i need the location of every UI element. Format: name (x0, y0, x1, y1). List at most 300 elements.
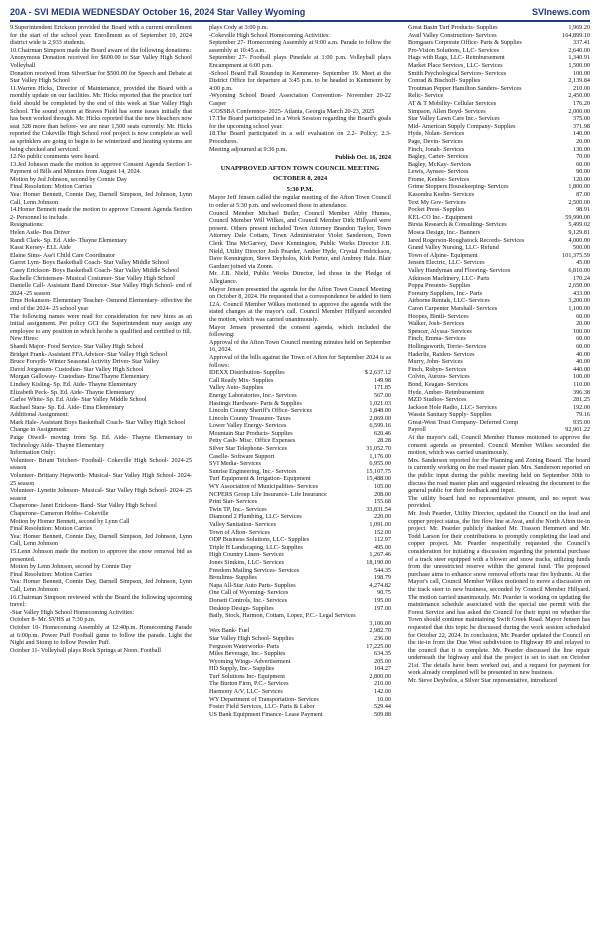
bill-payee: Simpson, Allen Boyd- Services (408, 107, 486, 115)
bill-payee: Sunrise Engineering, Inc.- Services (209, 467, 297, 475)
bill-payee: Print Star- Services (209, 498, 257, 506)
bill-amount: 20.00 (576, 320, 590, 328)
bill-amount: 620.46 (373, 429, 391, 437)
bill-payee: Great Basin Turf Products- Supplies (408, 24, 498, 31)
bill-payee: Market Place Services, LLC- Services (408, 61, 503, 69)
bill-payee: Jones Simkins, LLC- Services (209, 558, 284, 566)
bill-payee: Star Valley Lawn Care Inc.- Services (408, 115, 500, 123)
bill-payee: KEL-CO Inc.- Equipment (408, 213, 473, 221)
bill-payee: Town of Afton- Services (209, 528, 270, 536)
bill-payee: One Call of Wyoming- Services (209, 589, 289, 597)
bill-payee: Hastings Hardware- Parts & Supplies (209, 399, 302, 407)
bill-row (408, 404, 590, 412)
paragraph: October 8- Mr. SVHS at 7:30 p.m. (10, 616, 96, 624)
bill-amount: 140.00 (572, 130, 590, 138)
paragraph: 15.Lenn Johnson made the motion to approve the snow removal bid as presented. (10, 547, 192, 563)
bill-row (408, 85, 590, 93)
bill-amount: 31,052.70 (366, 445, 391, 453)
bill-payee: WY Department of Transportation- Services (209, 695, 319, 703)
bill-payee: SVI Media- Services (209, 460, 261, 468)
paragraph: Mayor Jensen presented the consent agenda, which included the following: (209, 323, 391, 339)
bill-row (209, 445, 391, 453)
paragraph: Motion by Lenn Johnson, second by Connie Day (10, 563, 132, 571)
bill-payee: Forestry Suppliers, Inc.- Parts (408, 289, 483, 297)
bill-row (408, 290, 590, 298)
bill-amount: 105.00 (373, 483, 391, 491)
column-1 (10, 24, 192, 924)
paragraph: New Hires: (10, 335, 39, 343)
bill-row (408, 297, 590, 305)
bill-row (408, 351, 590, 359)
bill-amount: 236.00 (373, 634, 391, 642)
bill-row (408, 100, 590, 108)
bill-row (408, 146, 590, 154)
paragraph: Mrs. Sanderson reported for the Planning and Zoning Board. The board is currently working on the road master plan. Mrs. Sanderson reported on the public input during the public meeting held on September 30th to discuss the road master plan and suggested releasing the document to the general public for their feedback and input. (408, 456, 590, 495)
bill-payee: Pocket Press- Supplies (408, 206, 465, 214)
bill-amount: 529.44 (373, 703, 391, 711)
bill-amount: 17,225.00 (366, 642, 391, 650)
bill-payee: Relic- Service (408, 92, 444, 100)
bill-amount: 5,499.02 (568, 221, 590, 229)
bill-row (209, 536, 391, 544)
meeting-date: OCTOBER 8, 2024 (272, 175, 328, 183)
column-2 (209, 24, 391, 924)
bill-payee: Lincoln County Sheriff's Office- Services (209, 407, 312, 415)
bill-payee: Foster Field Services, LLC- Parts & Labor (209, 703, 315, 711)
bill-payee: Spencer, Alyssa- Services (408, 327, 472, 335)
bill-row (209, 521, 391, 529)
paragraph: Final Resolution: Motion Carries (10, 183, 92, 191)
bill-row (408, 252, 590, 260)
bill-payee: Wyoming Wings- Advertisement (209, 657, 291, 665)
bill-amount: 100.00 (572, 327, 590, 335)
bill-amount: 40.00 (576, 358, 590, 366)
paragraph: Motion by Jed Johnson, second by Connie Day (10, 175, 127, 183)
bill-amount: 205.00 (373, 657, 391, 665)
bill-payee: Mosca Design, Inc.- Banners (408, 229, 480, 237)
bill-payee: WY Association of Municipalities- Services (209, 483, 319, 491)
paragraph: Lindsey Kisling- Sp. Ed. Aide- Thayne Elementary (10, 380, 137, 388)
paragraph: Drue Hokanson- Elementary Teacher- Osmond Elementary- effective the end of the 2024- 25 school year (10, 297, 192, 312)
bill-amount: 337.41 (572, 39, 590, 47)
bill-row (408, 176, 590, 184)
paragraph: Council Member Michael Butler, Council Member Abby Humes, Council Member Will Wilkes, and Council Member Dirk Hillyard were present. Others present included Town Attorney Brandon Taylor, Town Attorney Dale Cottam, Town Administrator Violet Sanderson, Town Clerk Tina McGarvey, Dave Kennington, Public Works Director J.B. Nield, Utility Director Josh Pearder, Amber Hyde, Crystal Fredrickson, Dave Kennington, Steve Deyholos, Kirk Porter, and Ambrey Hale. Blair Gardner joined via Zoom. (209, 209, 391, 270)
bill-payee: Hyde, Nolan- Services (408, 130, 465, 138)
paragraph: Meeting adjourned at 9:36 p.m. (209, 145, 288, 153)
bill-amount: 197.00 (373, 604, 391, 612)
bill-payee: Finch, Jonah- Services (408, 145, 465, 153)
bill-row (408, 47, 590, 55)
bill-payee: Hyde, Amber- Reimbursement (408, 388, 484, 396)
paragraph: Chaperone- Janet Erickson- Band- Star Valley High School (10, 502, 157, 510)
bill-payee: Triple H Landscaping, LLC- Supplies (209, 543, 303, 551)
bill-payee: Finch, Emma- Services (408, 335, 466, 343)
bill-row (209, 559, 391, 567)
bill-amount: 2,000.00 (568, 107, 590, 115)
paragraph: Morgan Galloway- Custodian- Etna/Thayne Elementary (10, 373, 150, 381)
paragraph: 14.Homer Bennett made the motion to approve Consent Agenda Section 2- Personnel to include. (10, 206, 192, 221)
bill-row (209, 430, 391, 438)
bill-row (408, 373, 590, 381)
bill-payee: Silver Star Telephone- Services (209, 445, 287, 453)
bill-payee: Bagley, Carter- Services (408, 153, 469, 161)
bill-payee: Lincoln County Treasurer- Taxes (209, 414, 291, 422)
bill-payee: Grime Stoppers Housekeeping- Services (408, 183, 509, 191)
bill-amount: 149.98 (373, 376, 391, 384)
bill-payee: Twin TP, Inc.- Services (209, 505, 267, 513)
meeting-time: 5:30 P.M. (286, 185, 314, 193)
bill-amount: 28.28 (377, 437, 391, 445)
bill-row (408, 153, 590, 161)
bill-row (408, 313, 590, 321)
bill-payee: Page, Devin- Services (408, 137, 463, 145)
bill-amount: 1,021.03 (369, 399, 391, 407)
paragraph: Mayor Jeff Jensen called the regular meeting of the Afton Town Council to order at 5:30 p.m. and welcomed those in attendance. (209, 194, 391, 210)
bill-row (209, 665, 391, 673)
bill-amount: 171.85 (373, 384, 391, 392)
bill-row (209, 415, 391, 423)
bill-amount: 60.00 (576, 342, 590, 350)
paragraph: Donation received from SilverStar for $500.00 for Speech and Debate at Star Valley High School (10, 69, 192, 85)
paragraph: -Wyoming School Board Association Convention- November 20-22 Casper (209, 92, 391, 107)
bill-payee: Hags with Rags, LLC- Reimbursement (408, 54, 505, 62)
bill-amount: 164,899.10 (562, 31, 590, 39)
bill-payee: Avail Valley Construction- Services (408, 31, 497, 39)
bill-row (209, 567, 391, 575)
bill-row (209, 658, 391, 666)
bill-row (209, 506, 391, 514)
bill-row (408, 214, 590, 222)
bill-amount: 396.38 (572, 388, 590, 396)
bill-row (209, 498, 391, 506)
paragraph: 18.The Board participated in a self evaluation on 2.2- Policy; 2.3- Procedures. (209, 130, 391, 145)
bill-payee: Payroll (408, 426, 426, 434)
bill-amount: 120.00 (572, 175, 590, 183)
bill-payee: Dorsett Controls, Inc.- Services (209, 596, 288, 604)
paragraph: 12.No public comments were heard. (10, 153, 100, 161)
paragraph: Information Only: (10, 449, 56, 457)
bill-payee: Valley Handyman and Flooring- Services (408, 267, 511, 274)
bill-row (209, 597, 391, 605)
bill-amount: 152.00 (373, 528, 391, 536)
bill-payee: Lower Valley Energy- Services (209, 422, 287, 430)
bill-row (209, 400, 391, 408)
bill-payee: Bagley, McKay- Services (408, 160, 472, 168)
bill-amount: 60.00 (576, 335, 590, 343)
paragraph: 9.Superintendent Erickson provided the Board with a current enrollment for the start of the school year. Enrollment as of September 10, 2024 district wide is 2,933 students. (10, 24, 192, 47)
bill-amount: 1,176.00 (369, 452, 391, 460)
bill-amount: 2,982.70 (369, 627, 391, 635)
bill-row (209, 422, 391, 430)
paragraph: Rachelle Christensen- Musical Costumer- Star Valley High School (10, 274, 175, 282)
paragraph: Bridget Frank- Assistant FFA Advisor- Star Valley High School (10, 350, 168, 358)
paragraph: -Cokeville High School Homecoming Activities: (209, 31, 330, 39)
bill-row (209, 437, 391, 445)
bill-amount: 567.00 (373, 391, 391, 399)
bill-amount: 2,139.84 (568, 77, 590, 85)
bill-amount: 935.00 (572, 418, 590, 426)
bill-amount: 192.00 (572, 403, 590, 411)
paragraph: Final Resolution: Motion Carries (10, 570, 92, 578)
paragraph: -Star Valley High School Homecoming Activities: (10, 608, 135, 616)
bill-payee: Great-West Trust Company- Deferred Comp (408, 418, 519, 426)
bill-amount: 90.75 (377, 589, 391, 597)
bill-row (209, 711, 391, 719)
paragraph: Rachael Stara- Sp. Ed. Aide- Etna Elementary (10, 403, 125, 411)
bill-amount: 6,810.00 (568, 267, 590, 274)
bill-row (209, 620, 391, 628)
paragraph: October 11- Volleyball plays Rock Springs at Noon. Football (10, 646, 161, 654)
paragraph: 16.Chairman Simpson reviewed with the Board the following upcoming travel: (10, 593, 192, 609)
paragraph: Shandi Major- Food Service- Star Valley High School (10, 342, 144, 350)
bill-amount: 92,961.22 (565, 426, 590, 434)
bill-row (408, 381, 590, 389)
bill-row (408, 70, 590, 78)
bill-row (408, 54, 590, 62)
bill-row (209, 483, 391, 491)
bill-payee: Valley Sanitation- Services (209, 521, 277, 528)
bill-payee: Turf Solutions Inc- Equipment (209, 672, 285, 680)
paragraph: Randi Clark- Sp. Ed. Aide- Thayne Elementary (10, 236, 128, 244)
bill-amount: 142.00 (373, 688, 391, 696)
bill-row (209, 460, 391, 468)
bill-row (408, 328, 590, 336)
paragraph: At the mayor's call, Council Member Humes motioned to approve the consent agenda as presented. Council Member Wilkes seconded the motion, which was carried unanimously. (408, 434, 590, 457)
bill-payee: IDEXX Distribution- Supplies (209, 369, 285, 377)
bill-amount: 544.35 (373, 566, 391, 574)
bill-amount: 70.00 (576, 153, 590, 161)
bill-amount: 198.79 (373, 574, 391, 582)
bill-payee: Caron Carpenter Marshall- Services (408, 304, 498, 312)
bill-payee: High Country Linen- Services (209, 551, 284, 559)
bill-amount: 6,599.16 (369, 422, 391, 430)
bill-row (209, 643, 391, 651)
bill-row (408, 244, 590, 252)
bill-payee: Poppa Presents- Supplies (408, 282, 471, 290)
paragraph: plays Cody at 3:00 p.m. (209, 24, 269, 31)
paragraph: -School Board Fall Roundup in Kemmerer- September 19. Meet at the District Office for departure at 3:45 p.m. to be headed to Kemmerer by 4:00 p.m. (209, 69, 391, 92)
bill-amount: 3,100.00 (369, 619, 391, 627)
bill-row (408, 411, 590, 419)
paragraph: Carlee White- Sp. Ed. Aide- Star Valley Middle School (10, 396, 147, 404)
header-site: SVInews.com (531, 7, 590, 17)
bill-amount: 1,267.46 (369, 551, 391, 559)
bill-amount: 634.35 (373, 650, 391, 658)
bill-amount: 100.00 (572, 69, 590, 77)
bill-payee: Hoopes, Bintli- Services (408, 312, 469, 320)
header-rule (10, 20, 590, 22)
bill-payee: Freedom Mailing Services- Services (209, 566, 300, 574)
bill-payee: Haderlie, Raiden- Services (408, 350, 475, 358)
bill-payee: Jensen Electric, LLC- Services (408, 259, 485, 267)
paragraph: Additional Assignment: (10, 411, 69, 419)
bill-payee: US Bank Equipment Finance- Lease Payment (209, 710, 323, 718)
bill-amount: 176.20 (572, 99, 590, 107)
bill-row (209, 703, 391, 711)
bill-row (408, 32, 590, 40)
bill-row (408, 320, 590, 328)
bill-amount: 15,107.75 (366, 467, 391, 475)
bill-payee: Pro-Vision Solutions, LLC- Services (408, 46, 500, 54)
bill-row (408, 358, 590, 366)
bill-amount: 87.00 (576, 191, 590, 199)
bill-row (408, 389, 590, 397)
paragraph: The following names were read for consideration for new hires as an initial assignment. Per policy GCI the Superintendent may assign any employee to any position in which he/she is qualified and certified to fill. (10, 312, 192, 335)
bill-amount: 1,091.00 (369, 521, 391, 528)
bill-amount: 371.98 (572, 122, 590, 130)
bill-row (408, 138, 590, 146)
bill-row (209, 392, 391, 400)
bill-payee: Murry, John- Services (408, 358, 463, 366)
bill-amount: 2,800.00 (369, 672, 391, 680)
bill-amount: 59,990.00 (565, 213, 590, 221)
paragraph: Paige Otwell- moving from Sp. Ed. Aide- Thayne Elementary to Technology Aide- Thayne Elementary (10, 434, 192, 449)
header-left: 20A - SVI MEDIA WEDNESDAY October 16, 2024 Star Valley Wyoming (10, 7, 306, 17)
bill-amount: 100.00 (572, 373, 590, 381)
bill-payee: Jared Rogerson-Roughstock Records- Services (408, 236, 525, 244)
bill-payee: Birsta Research & Consulting- Services (408, 221, 507, 229)
bill-row (209, 574, 391, 582)
paragraph: -COSSBA Conference- 2025- Atlanta, Georgia March 20-23, 2025 (209, 107, 375, 115)
bill-payee: Text My Gov- Services (408, 198, 466, 206)
bill-row (408, 237, 590, 245)
bill-row (408, 191, 590, 199)
bill-row (408, 168, 590, 176)
bill-payee: Ferguson Waterworks- Parts (209, 642, 280, 650)
bill-row (408, 130, 590, 138)
bill-amount: 4,000.00 (568, 236, 590, 244)
bill-payee: Bomgaars Corporate Office- Parts & Supplies (408, 39, 522, 47)
bill-payee: Airborne Rentals, LLC- Services (408, 297, 490, 305)
bill-amount: 155.68 (373, 498, 391, 506)
bill-row (209, 544, 391, 552)
paragraph: Volunteer- Brittany Hepworth- Musical- Star Valley High School- 2024- 25 season (10, 472, 192, 487)
bill-payee: The Burton Firm, P.C.- Services (209, 680, 289, 688)
paragraph: Change in Assignment: (10, 426, 68, 434)
paragraph: Anonymous Donation received for $600.00 to Star Valley High School Volleyball (10, 54, 192, 69)
bill-payee: ODP Business Solutions, LLC- Supplies (209, 536, 310, 544)
bill-amount: 1,969.20 (568, 24, 590, 31)
bill-amount: 4,274.82 (369, 581, 391, 589)
bill-amount: 208.00 (373, 490, 391, 498)
bill-row (209, 475, 391, 483)
bill-amount: 104.27 (373, 665, 391, 673)
bill-payee: Jackson Hole Radio, LLC- Services (408, 403, 497, 411)
bill-payee: Desktop Design- Supplies (209, 604, 274, 612)
bill-row (408, 123, 590, 131)
bill-payee: Troutman Pepper Hamilton Sanders- Services (408, 84, 522, 92)
paragraph: Approval of the Afton Town Council meeting minutes held on September 16, 2024. (209, 338, 391, 354)
bill-amount: 10.00 (377, 695, 391, 703)
bill-row (408, 77, 590, 85)
paragraph: Chaperone- Cameron Hobbs- Cokeville (10, 510, 109, 517)
bill-amount: 60.00 (576, 312, 590, 320)
bill-amount: 2,450.00 (568, 92, 590, 100)
bill-row (209, 407, 391, 415)
paragraph: Final Resolution: Motion Carries (10, 525, 92, 533)
bill-row (209, 529, 391, 537)
bill-amount: 210.00 (572, 84, 590, 92)
bill-row (408, 259, 590, 267)
bill-row (209, 673, 391, 681)
bill-row (209, 384, 391, 392)
bill-amount: 495.00 (373, 543, 391, 551)
paragraph: Danielle Call- Assistant Band Director- Star Valley High School- end of 2024 -25 season (10, 282, 192, 297)
bill-amount: 45.00 (576, 259, 590, 267)
bill-payee: Grand Valley Nursing, LLC- Refund (408, 244, 499, 252)
bill-row (408, 419, 590, 427)
column-3 (408, 24, 590, 924)
paragraph: Helen Astle- Bus Driver (10, 229, 70, 237)
bill-row (408, 62, 590, 70)
paragraph: Approval of the bills against the Town of Afton for September 2024 is as follows: (209, 353, 391, 369)
bill-amount: 433.00 (572, 289, 590, 297)
bill-amount: 2,640.00 (568, 46, 590, 54)
paragraph: Mark Hale- Assistant Boys Basketball Coach- Star Valley High School (10, 418, 186, 426)
bill-payee: Walker, Josh- Services (408, 320, 465, 328)
paragraph: Mr. Steve Deyholos, a Silver Star representative, introduced (408, 677, 557, 685)
bill-amount: 98.91 (576, 206, 590, 214)
paragraph: Motion by Homer Bennett, second by Lynn Call (10, 517, 130, 525)
bill-payee: Valley Auto- Supplies (209, 384, 264, 392)
publish-date: Publish Oct. 16, 2024 (335, 154, 391, 162)
bill-row (209, 589, 391, 597)
paragraph: 11.Warren Hicks, Director of Maintenance, provided the Board with a monthly update on our facilities. Mr. Hicks reported that the practice turf field should be completed by the end of this week at Star Valley High School. The sound system at Braves Field has some issues initially that has been worked through. Mr. Hicks reported that the new bleachers now seat 328 more than before- we are near 1,500 seats currently. Mr. Hicks reported the Cokeville High School roof project is now complete as well as sprinklers are going to begin to be winterized and heating systems are being checked and serviced. (10, 84, 192, 153)
bill-amount: 60.00 (576, 160, 590, 168)
paragraph: 17.The Board participated in a Work Session regarding the Board's goals for the upcoming school year. (209, 115, 391, 130)
bill-payee: Turf Equipment & Irrigation- Equipment (209, 475, 311, 483)
bill-payee: AT & T Mobility- Cellular Services (408, 99, 497, 107)
bill-payee: Kasondra Keehn- Services (408, 191, 474, 199)
bill-row (408, 229, 590, 237)
bill-amount: 1,848.00 (369, 407, 391, 415)
bill-payee: Mountain Star Products- Supplies (209, 429, 293, 437)
bill-payee: Wassie Sanitary Supply- Supplies (408, 411, 492, 419)
paragraph: Yea: Homer Bennett, Connie Day, Darnell Simpson, Jed Johnson, Lynn Call, Lenn Johnson (10, 532, 192, 548)
bill-row (408, 221, 590, 229)
bill-payee: Broulims- Supplies (209, 574, 257, 582)
bill-payee: Diamond 2 Plumbing, LLC- Services (209, 513, 302, 521)
bill-payee: Finch, Robyn- Services (408, 365, 467, 373)
bill-payee: Miles Beverage, Inc.- Supplies (209, 650, 286, 658)
bill-row (408, 366, 590, 374)
bill-row (209, 605, 391, 613)
bill-payee: Mid- American Supply Company- Supplies (408, 122, 516, 130)
bill-payee: Conrad & Bischoff- Supplies (408, 77, 481, 85)
bill-payee: Atkinson Machinery, LLC- Parts (408, 274, 490, 282)
bill-row (209, 468, 391, 476)
bill-amount: 2,500.00 (568, 198, 590, 206)
bill-row (408, 24, 590, 32)
bill-row (209, 377, 391, 385)
bill-payee: Petty Cash- Misc. Office Expenses (209, 437, 296, 445)
bill-row (408, 275, 590, 283)
bill-amount: 375.00 (572, 115, 590, 123)
bill-amount: 18,190.00 (366, 558, 391, 566)
bill-row (209, 491, 391, 499)
bill-row (408, 305, 590, 313)
bill-payee: Town of Alpine- Equipment (408, 251, 478, 259)
bill-row (209, 582, 391, 590)
bill-row (209, 453, 391, 461)
bill-row (408, 426, 590, 434)
bill-amount: 15,488.00 (366, 475, 391, 483)
bill-payee: Hollingsworth, Torrie- Services (408, 342, 487, 350)
bill-amount: 33,831.54 (366, 505, 391, 513)
bill-amount: 90.00 (576, 168, 590, 176)
bill-row (408, 335, 590, 343)
bill-payee: Wex Bank- Fuel (209, 627, 250, 635)
